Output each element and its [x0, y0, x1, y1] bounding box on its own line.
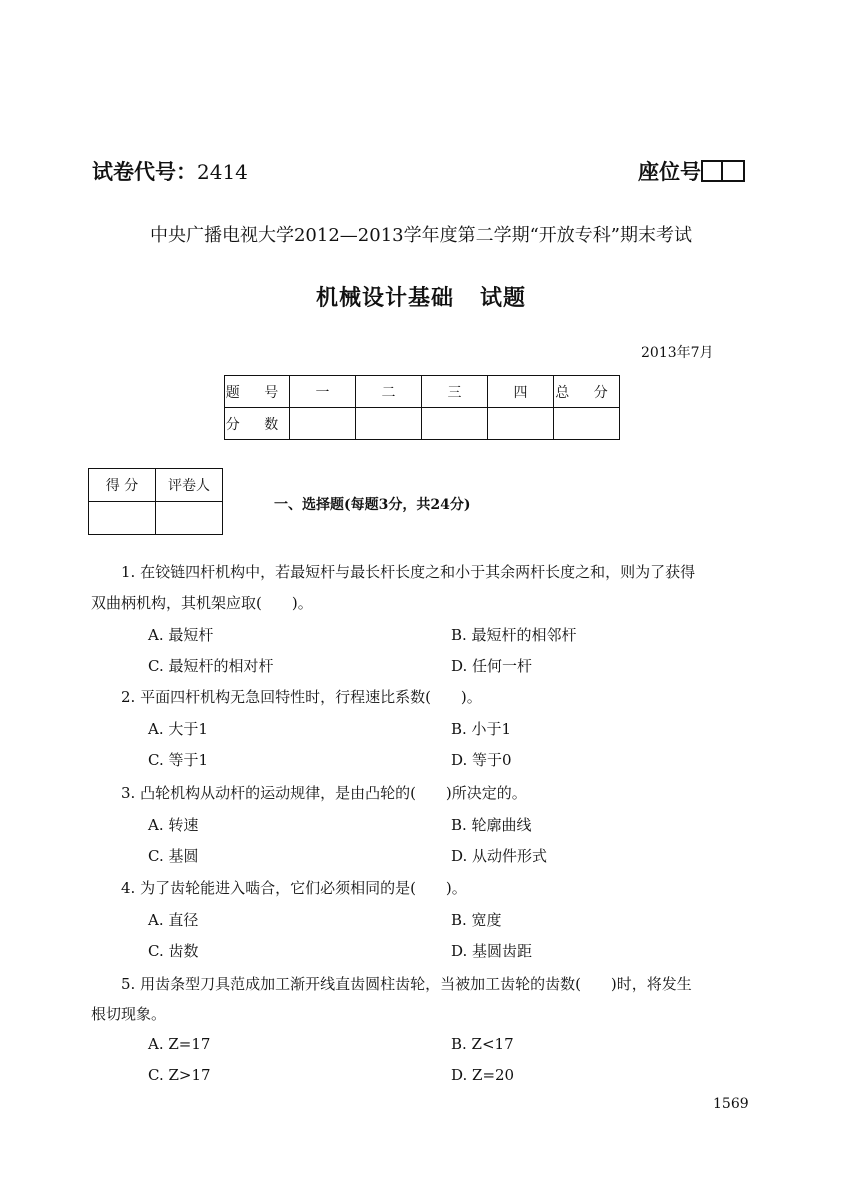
option-a: A. Z=17 — [148, 1035, 211, 1053]
score-table-cell: 分 数 — [225, 408, 290, 440]
grader-table-input-row — [89, 502, 223, 535]
option-d: D. 基圆齿距 — [451, 942, 533, 960]
question-text: 双曲柄机构，其机架应取( )。 — [91, 594, 313, 612]
question-text: 根切现象。 — [91, 1005, 167, 1023]
option-c: C. 齿数 — [148, 942, 199, 960]
option-c: C. 基圆 — [148, 847, 199, 865]
option-b: B. 宽度 — [451, 911, 502, 929]
university-line: 中央广播电视大学2012—2013学年度第二学期“开放专科”期末考试 — [149, 225, 693, 246]
option-c: C. 等于1 — [148, 751, 209, 769]
option-c: C. 最短杆的相对杆 — [148, 657, 274, 675]
score-input-cell[interactable] — [422, 408, 488, 440]
question-text: 4. 为了齿轮能进入啮合，它们必须相同的是( )。 — [121, 879, 467, 897]
score-input-cell[interactable] — [356, 408, 422, 440]
option-d: D. 任何一杆 — [451, 657, 533, 675]
grader-table-header-row — [89, 469, 223, 502]
seat-number — [638, 156, 745, 186]
option-a: A. 直径 — [148, 911, 199, 929]
grader-table-cell: 得 分 — [89, 469, 156, 502]
seat-number-label: 座位号 — [638, 160, 701, 184]
option-c: C. Z>17 — [148, 1066, 211, 1084]
page-number: 1569 — [713, 1096, 749, 1112]
question-text: 1. 在铰链四杆机构中，若最短杆与最长杆长度之和小于其余两杆长度之和，则为了获得 — [121, 563, 696, 581]
question-text: 5. 用齿条型刀具范成加工渐开线直齿圆柱齿轮，当被加工齿轮的齿数( )时，将发生 — [121, 975, 692, 993]
score-table-score-row — [225, 408, 620, 440]
score-table-header-row — [225, 376, 620, 408]
option-d: D. 从动件形式 — [451, 847, 548, 865]
paper-code — [92, 156, 248, 186]
section-title: 一、选择题(每题3分，共24分) — [274, 497, 471, 513]
option-b: B. 轮廓曲线 — [451, 816, 532, 834]
option-b: B. Z<17 — [451, 1035, 514, 1053]
score-table-cell: 总 分 — [554, 376, 620, 408]
score-table-cell: 二 — [356, 376, 422, 408]
grader-input-cell[interactable] — [156, 502, 223, 535]
score-table-cell: 一 — [290, 376, 356, 408]
score-input-cell[interactable] — [554, 408, 620, 440]
paper-code-value: 2414 — [197, 160, 248, 184]
score-table-cell: 四 — [488, 376, 554, 408]
question-text: 3. 凸轮机构从动杆的运动规律，是由凸轮的( )所决定的。 — [121, 784, 527, 802]
option-a: A. 最短杆 — [148, 626, 214, 644]
option-a: A. 转速 — [148, 816, 199, 834]
grader-table — [88, 468, 223, 535]
score-table-cell: 题 号 — [225, 376, 290, 408]
exam-title: 机械设计基础 试题 — [316, 286, 526, 311]
seat-box — [723, 160, 745, 182]
grader-table-cell: 评卷人 — [156, 469, 223, 502]
option-d: D. 等于0 — [451, 751, 512, 769]
seat-box — [701, 160, 723, 182]
option-b: B. 最短杆的相邻杆 — [451, 626, 577, 644]
grader-input-cell[interactable] — [89, 502, 156, 535]
score-input-cell[interactable] — [488, 408, 554, 440]
score-input-cell[interactable] — [290, 408, 356, 440]
score-table-cell: 三 — [422, 376, 488, 408]
option-a: A. 大于1 — [148, 720, 208, 738]
paper-code-label: 试卷代号： — [92, 160, 197, 184]
score-table — [224, 375, 620, 440]
question-text: 2. 平面四杆机构无急回特性时，行程速比系数( )。 — [121, 688, 482, 706]
exam-date: 2013年7月 — [641, 345, 714, 361]
option-b: B. 小于1 — [451, 720, 512, 738]
option-d: D. Z=20 — [451, 1066, 515, 1084]
